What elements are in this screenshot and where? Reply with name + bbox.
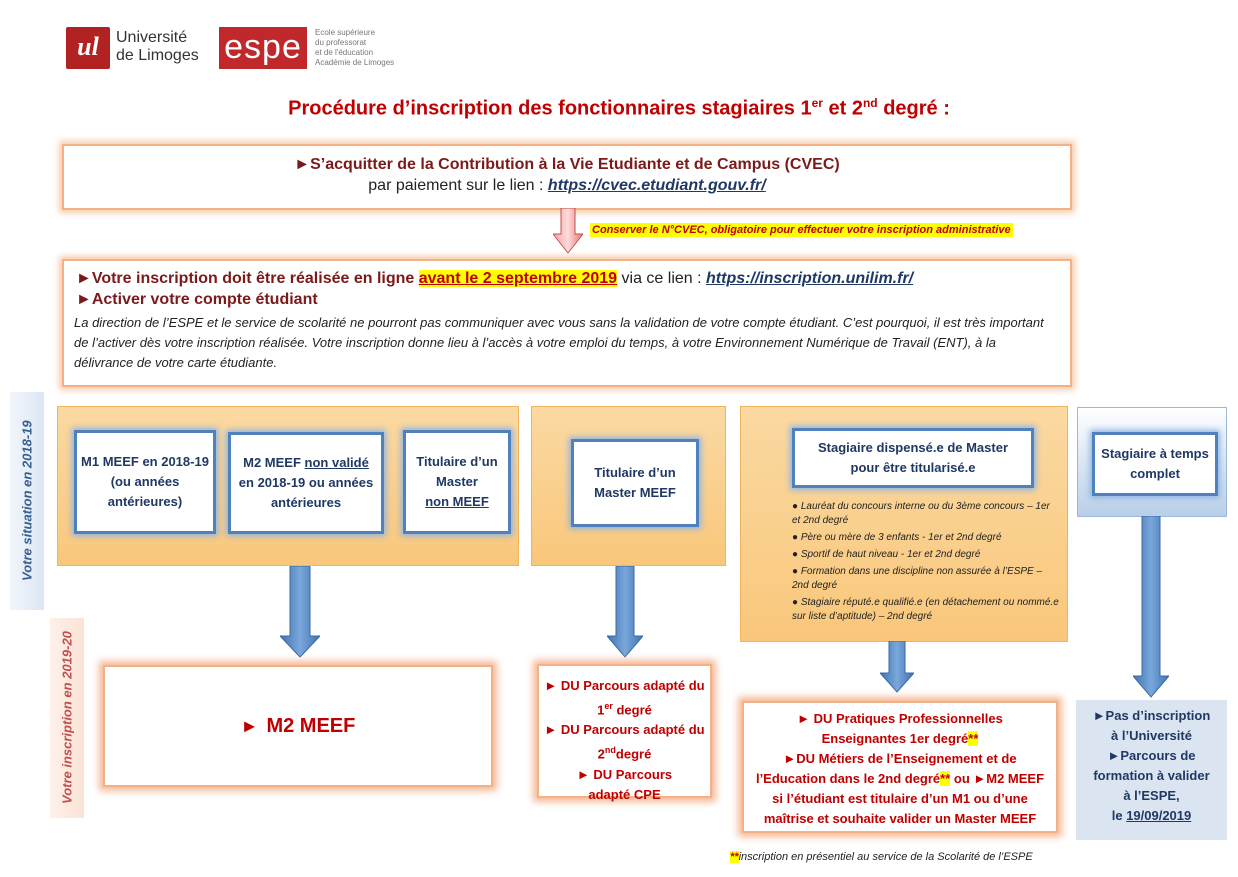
r2-b: degré — [615, 746, 652, 762]
cvec-link[interactable]: https://cvec.etudiant.gouv.fr/ — [547, 177, 766, 194]
r2-sup: nd — [604, 745, 616, 756]
date-line — [1076, 806, 1227, 826]
cvec-line1: ►S’acquitter de la Contribution à la Vie Etudiante et de Campus (CVEC) — [294, 156, 840, 173]
footnote-text: inscription en présentiel au service de la Scolarité de l’ESPE — [738, 851, 1033, 863]
m2-meef-condition: ►M2 MEEF si l’étudiant est titulaire d’un M1 ou d’une maîtrise et souhaite valider un Master MEEF — [763, 771, 1045, 826]
du-parcours-1 — [539, 676, 710, 720]
result-m2-meef — [103, 665, 493, 787]
box-m1-meef: M1 MEEF en 2018-19 (ou années antérieures) — [74, 430, 216, 534]
inscription-box — [62, 259, 1072, 387]
espe-sub-3: et de l'éducation — [315, 48, 374, 57]
dispense-conditions-list — [792, 500, 1060, 627]
result-du-parcours — [537, 664, 712, 802]
du-pratiques-text: ► DU Pratiques Professionnelles Enseignantes 1er degré — [797, 711, 1003, 746]
down-arrow-col2 — [607, 566, 643, 658]
univ-logo-text-1: Université — [116, 29, 188, 46]
stars-1: ** — [968, 731, 979, 746]
parcours-formation-text: ►Parcours de formation à valider à l’ESPE, — [1093, 748, 1210, 803]
du-parcours-2 — [539, 720, 710, 764]
r1-b: degré — [612, 702, 652, 718]
box2-c: en 2018-19 ou années antérieures — [238, 475, 374, 510]
side-label-inscription: Votre inscription en 2019-20 — [50, 618, 84, 818]
du-pratiques-line — [754, 709, 1046, 749]
stars-2: ** — [940, 771, 951, 786]
box-titulaire-non-meef — [403, 430, 511, 534]
espe-logo-subtitle — [315, 28, 394, 68]
or-text: ou — [950, 771, 974, 786]
cvec-line2 — [64, 177, 1070, 195]
side-label-situation: Votre situation en 2018-19 — [10, 392, 44, 610]
down-arrow-red — [553, 208, 583, 254]
du-metiers-text: ►DU Métiers de l’Enseignement et de l’Education dans le 2nd degré — [755, 751, 1017, 786]
box-stagiaire-dispense: Stagiaire dispensé.e de Master pour être titularisé.e — [792, 428, 1034, 488]
inscription-deadline: avant le 2 septembre 2019 — [418, 270, 618, 287]
box3-b: non MEEF — [425, 494, 489, 509]
result-du-pratiques — [742, 701, 1058, 833]
page-title — [0, 96, 1238, 121]
inscription-line1-prefix: ►Votre inscription doit être réalisée en ligne — [76, 270, 419, 287]
result-m2-meef-label: M2 MEEF — [266, 714, 356, 737]
espe-sub-2: du professorat — [315, 38, 367, 47]
inscription-body: La direction de l’ESPE et le service de scolarité ne pourront pas communiquer avec vous sans la validation de votre compte étudiant. C’est pourquoi, il est très important de l’activer dès votre inscription réalisée. Votre inscription donne lieu à l’accès à votre emploi du temps, à votre Environnement Numérique de Travail (ENT), à la délivrance de votre carte étudiante. — [74, 315, 1044, 370]
box-titulaire-master-meef: Titulaire d’un Master MEEF — [571, 439, 699, 527]
r1-sup: er — [604, 701, 613, 711]
box2-a: M2 MEEF — [243, 455, 305, 470]
cvec-note: Conserver le N°CVEC, obligatoire pour effectuer votre inscription administrative — [592, 224, 1011, 236]
down-arrow-col4 — [1133, 516, 1169, 698]
univ-logo — [66, 27, 206, 71]
date-value: 19/09/2019 — [1126, 808, 1192, 823]
list-item: ● Stagiaire réputé.e qualifié.e (en détachement ou nommé.e sur liste d’aptitude) – 2nd degré — [792, 597, 1059, 622]
box-stagiaire-temps-complet: Stagiaire à temps complet — [1092, 432, 1218, 496]
title-mid: et 2 — [822, 97, 863, 120]
list-item: ● Sportif de haut niveau - 1er et 2nd degré — [792, 549, 981, 560]
title-main: Procédure d’inscription des fonctionnaires stagiaires 1 — [288, 97, 812, 120]
inscription-line1 — [76, 270, 1070, 288]
r1-a: ► DU Parcours adapté du 1 — [544, 678, 705, 718]
date-prefix: le — [1111, 808, 1127, 823]
footnote — [730, 851, 1033, 863]
box2-b: non validé — [304, 455, 369, 470]
espe-sub-4: Académie de Limoges — [315, 58, 395, 67]
result-m2-meef-arrow: ► — [240, 715, 259, 736]
list-item: ● Formation dans une discipline non assurée à l’ESPE – 2nd degré — [792, 566, 1043, 591]
espe-sub-1: Ecole supérieure — [315, 28, 376, 37]
univ-logo-mark: ul — [66, 27, 110, 69]
result-pas-inscription — [1076, 700, 1227, 840]
cvec-line2-prefix: par paiement sur le lien : — [368, 177, 548, 194]
list-item: ● Lauréat du concours interne ou du 3ème concours – 1er et 2nd degré — [792, 501, 1050, 526]
pas-inscription-text: ►Pas d’inscription à l’Université — [1092, 708, 1211, 743]
r2-a: ► DU Parcours adapté du 2 — [544, 722, 705, 762]
du-metiers-line — [754, 749, 1046, 829]
inscription-line2: ►Activer votre compte étudiant — [76, 291, 318, 308]
title-sup2: nd — [862, 96, 878, 110]
list-item: ● Père ou mère de 3 enfants - 1er et 2nd degré — [792, 532, 1002, 543]
inscription-line1-mid: via ce lien : — [617, 270, 707, 287]
cvec-box — [62, 144, 1072, 210]
title-sup1: er — [811, 96, 823, 110]
box3-a: Titulaire d’un Master — [416, 454, 498, 489]
univ-logo-text-2: de Limoges — [116, 47, 199, 64]
espe-logo — [219, 27, 399, 73]
espe-logo-mark: espe — [219, 27, 307, 69]
footnote-stars: ** — [730, 851, 739, 863]
title-end: degré : — [877, 97, 950, 120]
inscription-link[interactable]: https://inscription.unilim.fr/ — [706, 270, 914, 287]
du-parcours-cpe: ► DU Parcours adapté CPE — [576, 766, 673, 802]
down-arrow-col1 — [280, 566, 320, 658]
box-m2-meef-non-valide — [228, 432, 384, 534]
down-arrow-col3 — [880, 641, 914, 693]
